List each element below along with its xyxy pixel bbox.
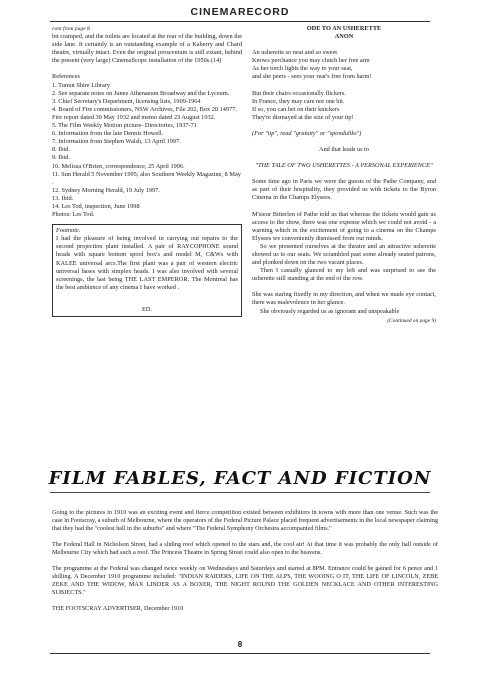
paragraph: Going to the pictures in 1910 was an exciting event and fierce competition existed between exhibitors in towns with more than one venue. Such was the case in Footscray, a suburb of Melbourne, where the operators of the Federal Picture Palace placed frequent advertisements in the local newspaper claiming that they had the "coolest hall in the suburbs" and where "The Federal Symphony Orchestra accompanied films."	[52, 509, 438, 532]
poem-line: Knows perchance you may clutch her free arm	[252, 57, 370, 65]
poem-line: If so, you can bet on their knickers	[252, 105, 340, 113]
footnote-title: Footnote.	[56, 227, 81, 235]
poem-stanza-2	[252, 90, 436, 122]
paragraph: The programme at the Federal was changed twice weekly on Wednesdays and Saturdays and started at 8PM. Entrance could be gained for 6 pence and 1 shilling. A December 1910 programme included: "INDIAN RAIDERS, LIFE ON THE ALPS, THE WOOING O IT, THE LIFE OF LINCOLN, ZEBE ZEKE AND THE WIDOW, MAX LINDER AS A BOXER, THE NIGHT ROUND THE GOLDEN NECKLACE AND OTHER INTERESTING SUBJECTS."	[52, 565, 438, 596]
source-credit: THE FOOTSCRAY ADVERTISER, December 1910	[52, 605, 184, 612]
tale-title: "THE TALE OF TWO USHERETTES - A PERSONAL EXPERIENCE"	[255, 162, 433, 170]
page-number: 8	[237, 640, 243, 649]
poem-author: ANON	[334, 33, 354, 41]
footnote-text: I had the pleasure of being involved in carrying out repairs to the second projection plant installed. A pair of RAYCOPHONE sound heads with square bottom spool box's and model M, C&Ws with KALEE universal arcs.The first plant was a pair of western electric universal bases with simplex heads. I was also involved with several screenings, the last being THE LAST EMPEROR. The Montreal has the best ambience of any cinema I have worked .	[56, 235, 238, 291]
editor-signoff: ED.	[142, 305, 152, 313]
reference-item: 11. Sun Herald 5 November 1995; also Southern Weekly Magazine, 8 May .	[52, 170, 241, 186]
reference-item: 7. Information from Stephen Walsh, 13 April 1997.	[52, 138, 181, 146]
reference-item: 3. Chief Secretary's Department, licensing lists, 1909-1964	[52, 97, 201, 105]
poem-line: In France, they may care not one bit.	[252, 97, 345, 105]
reference-item: 5. The Film Weekly Motion picture- Directories, 1937-71	[52, 122, 197, 130]
reference-item: 14. Les Tod, inspection, June 1998	[52, 202, 140, 210]
feature-story	[52, 509, 438, 621]
reference-item: 13. Ibid.	[52, 194, 74, 202]
paragraph: M'sieur Bitterlen of Pathe told us that whereas the tickets would gain us access to the show, there was one expense which we could not avoid - a warning which in the excitement of going to a cinema on the Champs Elysees we conveniently dismissed from our minds.	[252, 210, 436, 242]
paragraph: Some time ago in Paris we were the guests of the Pathe Company, and as part of their hospitality, they provided us with tickets to the Byron Cinema in the Champs Elysees.	[252, 178, 436, 202]
left-column	[52, 25, 242, 317]
reference-item: 12. Sydney Morning Herald, 19 July 1997.	[52, 186, 160, 194]
reference-item: 9. Ibid.	[52, 154, 71, 162]
reference-item: 8. Ibid.	[52, 146, 71, 154]
poem-stanza-1	[252, 49, 436, 81]
poem-title: ODE TO AN USHERETTE	[306, 25, 382, 32]
right-column	[252, 25, 436, 325]
references-list	[52, 82, 242, 220]
reference-item: 1. Tumut Shire Library	[52, 81, 111, 89]
paragraph: Then I casually glanced to my left and was surprised to see the usherette still standing at the end of the row.	[252, 267, 436, 283]
reference-item: 10. Melissa O'Brien, correspondence, 25 April 1996.	[52, 162, 185, 170]
poem-line: But their chairs occasionally flickers.	[252, 89, 346, 97]
poem-line: As her torch lights the way to your seat,	[252, 65, 353, 73]
feature-banner: FILM FABLES, FACT AND FICTION	[48, 468, 432, 489]
poem-line: and she peers - sees your rear's free from harm!	[252, 73, 372, 81]
article-intro: bit cramped, and the toilets are located at the rear of the building, down the side lane. It certainly is an outstanding example of a Kaberry and Chard theatre, virtually intact. Even the original proscenium is still extant, behind the present (very large) CinemaScope installation of the 1950s.(14)	[52, 33, 242, 65]
paragraph: So we presented ourselves at the theatre and an attractive usherette showed us to our seats. We scrambled past some already seated patrons, and plonked down on the two vacant places.	[252, 242, 436, 267]
paragraph: She was staring fixedly in my direction, and when we made eye contact, there was malevolence in her glance.	[252, 291, 436, 307]
banner-rule	[50, 492, 430, 493]
masthead: CINEMARECORD	[190, 6, 290, 18]
reference-item: 6. Information from the late Dennis Howell.	[52, 130, 164, 138]
continued-on-note: (Continued on page 9)	[387, 317, 436, 324]
paragraph: She obviously regarded us as ignorant and unspeakable	[260, 307, 400, 315]
poem-line: They're dismayed at the size of your tip!	[252, 113, 354, 121]
reference-item: 2. See separate notes on Junee Athenaeum Broadway and the Lyceum.	[52, 89, 230, 97]
paragraph: The Federal Hall in Nicholson Street, had a sliding roof which opened to the stars and, the cool air! At that time it was probably the only hall outside of Melbourne City which had such a roof. The Princess Theatre in Spring Street could also open to the heavens.	[52, 541, 438, 556]
poem-line: An usherette so neat and so sweet	[252, 49, 337, 57]
top-rule	[50, 21, 430, 22]
footnote-box	[52, 224, 242, 317]
tip-note: (For "tip", read "gratuity" or "sponduliks")	[252, 129, 362, 137]
continued-from-note: cont from page 8	[52, 26, 90, 32]
references-heading: References	[52, 73, 80, 81]
reference-item: Photos: Les Tod.	[52, 211, 95, 219]
leads-line: And that leads us to	[318, 146, 370, 154]
reference-item: 4. Board of Fire commissioners, NSW Archives, File 202, Box 20.14977. Fire report dated 30 May 1932 and memo dated 23 August 1932.	[52, 105, 237, 121]
bottom-rule	[50, 653, 430, 654]
